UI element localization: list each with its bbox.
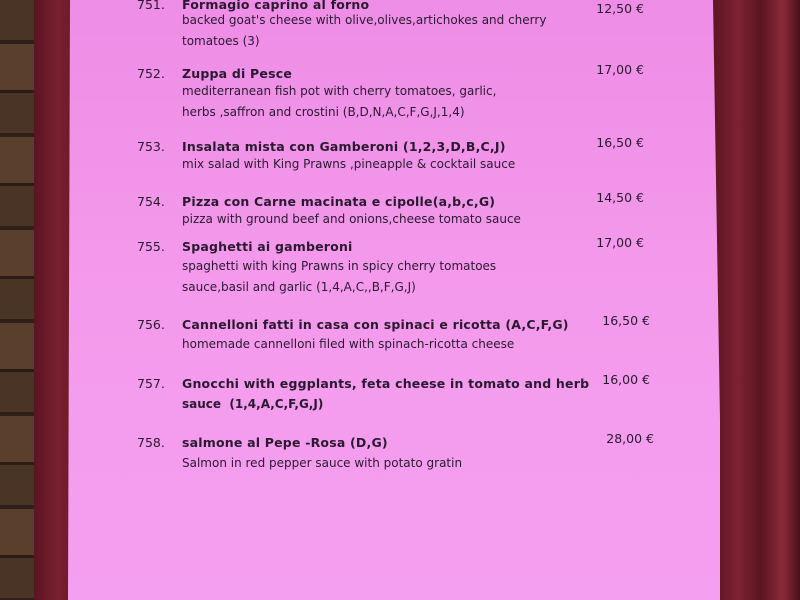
item-number: 754.	[137, 194, 165, 209]
description-line: homemade cannelloni filed with spinach-ricotta cheese	[182, 337, 515, 351]
item-name: Pizza con Carne macinata e cipolle(a,b,c,G)	[182, 194, 496, 209]
item-name: Cannelloni fatti in casa con spinaci e ricotta (A,C,F,G)	[182, 317, 569, 332]
description-line: mediterranean fish pot with cherry tomatoes, garlic,	[182, 84, 497, 98]
item-name: Insalata mista con Gamberoni (1,2,3,D,B,C,J)	[182, 139, 506, 154]
item-description	[182, 394, 562, 415]
item-name: Zuppa di Pesce	[182, 66, 292, 81]
description-line: spaghetti with king Prawns in spicy cherry tomatoes	[182, 259, 497, 273]
item-price: 17,00 €	[596, 235, 644, 250]
item-number: 753.	[137, 139, 165, 154]
item-number: 756.	[137, 317, 165, 332]
item-name: Spaghetti ai gamberoni	[182, 239, 353, 254]
description-line: sauce,basil and garlic (1,4,A,C,,B,F,G,J)	[182, 280, 416, 294]
item-price: 16,00 €	[602, 372, 650, 387]
item-price: 14,50 €	[596, 190, 644, 205]
item-description	[182, 334, 562, 355]
item-description	[182, 209, 562, 230]
item-number: 751.	[137, 0, 165, 12]
item-description	[182, 453, 562, 474]
description-line: mix salad with King Prawns ,pineapple & cocktail sauce	[182, 157, 516, 171]
item-description	[182, 154, 562, 175]
item-price: 16,50 €	[596, 135, 644, 150]
item-description	[182, 256, 562, 298]
item-description	[182, 81, 562, 123]
description-line: herbs ,saffron and crostini (B,D,N,A,C,F,G,J,1,4)	[182, 105, 465, 119]
item-name: salmone al Pepe -Rosa (D,G)	[182, 435, 388, 450]
item-number: 755.	[137, 239, 165, 254]
item-price: 17,00 €	[596, 62, 644, 77]
item-price: 12,50 €	[596, 1, 644, 16]
item-description	[182, 10, 562, 52]
item-number: 757.	[137, 376, 165, 391]
description-line: tomatoes (3)	[182, 34, 260, 48]
item-name: Gnocchi with eggplants, feta cheese in tomato and herb	[182, 376, 590, 391]
description-line: backed goat's cheese with olive,olives,artichokes and cherry	[182, 13, 547, 27]
description-line: sauce (1,4,A,C,F,G,J)	[182, 397, 324, 411]
item-name: Formagio caprino al forno	[182, 0, 370, 12]
menu-binder-right-edge	[712, 0, 800, 600]
item-price: 28,00 €	[606, 431, 654, 446]
item-number: 758.	[137, 435, 165, 450]
menu-binder-left-edge	[34, 0, 74, 600]
description-line: pizza with ground beef and onions,cheese tomato sauce	[182, 212, 521, 226]
item-price: 16,50 €	[602, 313, 650, 328]
description-line: Salmon in red pepper sauce with potato gratin	[182, 456, 463, 470]
item-number: 752.	[137, 66, 165, 81]
